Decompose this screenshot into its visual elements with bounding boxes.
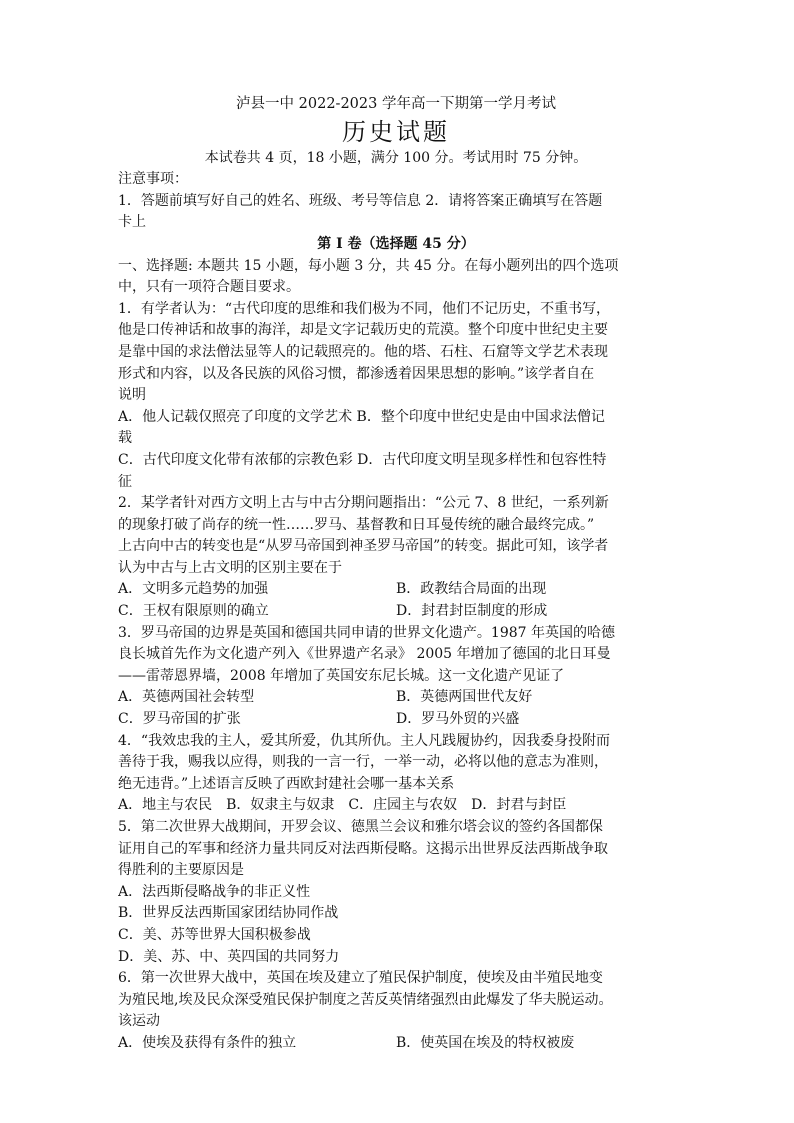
question-3	[118, 623, 674, 731]
option-row	[118, 709, 674, 731]
question-stem: 3．罗马帝国的边界是英国和德国共同申请的世界文化遗产。1987 年英国的哈德	[118, 624, 615, 641]
option-b: B．世界反法西斯国家团结协同作战	[118, 905, 339, 922]
option-d: D．美、苏、中、英四国的共同努力	[118, 948, 340, 965]
notice-line: 1．答题前填写好自己的姓名、班级、考号等信息 2．请将答案正确填写在答题	[118, 192, 603, 209]
option-row	[118, 579, 674, 601]
option-b: B．英德两国世代友好	[396, 689, 533, 706]
option-d: D．罗马外贸的兴盛	[396, 711, 520, 728]
school-exam-line: 泸县一中 2022-2023 学年高一下期第一学月考试	[236, 96, 556, 112]
section-intro: 中，只有一项符合题目要求。	[118, 279, 300, 296]
question-stem: ——雷蒂恩界墙，2008 年增加了英国安东尼长城。这一文化遗产见证了	[118, 667, 565, 684]
notice-label: 注意事项：	[118, 171, 188, 188]
exam-info: 本试卷共 4 页，18 小题，满分 100 分。考试用时 75 分钟。	[204, 149, 588, 166]
question-stem: 1．有学者认为：“古代印度的思维和我们极为不同，他们不记历史，不重书写，	[118, 300, 611, 317]
question-stem: 良长城首先作为文化遗产列入《世界遗产名录》 2005 年增加了德国的北日耳曼	[118, 646, 611, 663]
option-row	[118, 687, 674, 709]
notice-line: 卡上	[118, 214, 146, 231]
option-row	[118, 1033, 674, 1055]
option-line: A．他人记载仅照亮了印度的文学艺术 B．整个印度中世纪史是由中国求法僧记	[118, 408, 605, 425]
question-stem: 认为中古与上古文明的区别主要在于	[118, 559, 342, 576]
option-b: B．使英国在埃及的特权被废	[396, 1034, 575, 1051]
question-stem: 上古向中古的转变也是“从罗马帝国到神圣罗马帝国”的转变。据此可知，该学者	[118, 538, 609, 555]
question-stem: 4．“我效忠我的主人，爱其所爱，仇其所仇。主人凡践履协约，因我委身投附而	[118, 732, 611, 749]
question-4	[118, 731, 674, 817]
exam-title: 历史试题	[342, 117, 450, 146]
option-a: A．法西斯侵略战争的非正义性	[118, 883, 311, 900]
question-stem: 是靠中国的求法僧法显等人的记载照亮的。他的塔、石柱、石窟等文学艺术表现	[118, 343, 608, 360]
question-stem: 为殖民地,埃及民众深受殖民保护制度之苦反英情绪强烈由此爆发了华夫脱运动。	[118, 991, 613, 1008]
question-6	[118, 968, 674, 1054]
question-stem: 2．某学者针对西方文明上古与中古分期问题指出：“公元 7、8 世纪，一系列新	[118, 495, 609, 512]
option-a: A．使埃及获得有条件的独立	[118, 1034, 297, 1051]
option-b: B．奴隶主与奴隶	[226, 797, 335, 814]
question-stem: 得胜利的主要原因是	[118, 862, 244, 879]
question-stem: 5．第二次世界大战期间，开罗会议、德黑兰会议和雅尔塔会议的签约各国都保	[118, 819, 603, 835]
option-line: 载	[118, 430, 132, 447]
option-b: B．政教结合局面的出现	[396, 581, 547, 598]
option-a: A．文明多元趋势的加强	[118, 581, 269, 598]
option-line: 征	[118, 473, 132, 490]
question-stem: 他是口传神话和故事的海洋，却是文字记载历史的荒漠。整个印度中世纪史主要	[118, 322, 608, 339]
question-1	[118, 299, 674, 493]
question-stem: 6．第一次世界大战中，英国在埃及建立了殖民保护制度，使埃及由半殖民地变	[118, 970, 603, 987]
option-row	[118, 601, 674, 623]
option-d: D．封君与封臣	[471, 797, 567, 814]
question-stem: 绝无违背。”上述语言反映了西欧封建社会哪一基本关系	[118, 775, 455, 792]
option-line: C．古代印度文化带有浓郁的宗教色彩 D．古代印度文明呈现多样性和包容性特	[118, 451, 607, 468]
option-a: A．地主与农民	[118, 797, 213, 814]
question-stem: 善待于我，赐我以应得，则我的一言一行，一举一动，必将以他的意志为准则，	[118, 754, 608, 771]
question-stem: 该运动	[118, 1013, 160, 1030]
option-row	[118, 795, 674, 817]
option-c: C．美、苏等世界大国积极参战	[118, 926, 311, 943]
option-c: C．罗马帝国的扩张	[118, 711, 241, 728]
section-title: 第 I 卷（选择题 45 分）	[317, 235, 475, 252]
option-d: D．封君封臣制度的形成	[396, 603, 548, 620]
question-stem: 证用自己的军事和经济力量共同反对法西斯侵略。这揭示出世界反法西斯战争取	[118, 840, 608, 857]
question-5	[118, 817, 674, 968]
option-c: C．庄园主与农奴	[348, 797, 458, 814]
question-stem: 形式和内容，以及各民族的风俗习惯，都渗透着因果思想的影响。”该学者自在	[118, 365, 595, 382]
question-stem: 的现象打破了尚存的统一性……罗马、基督教和日耳曼传统的融合最终完成。”	[118, 516, 595, 533]
option-c: C．王权有限原则的确立	[118, 603, 269, 620]
question-stem: 说明	[118, 387, 146, 404]
section-intro: 一、选择题: 本题共 15 小题，每小题 3 分，共 45 分。在每小题列出的四个选项	[118, 257, 619, 274]
question-2	[118, 493, 674, 623]
option-a: A．英德两国社会转型	[118, 689, 255, 706]
exam-page	[118, 94, 674, 1055]
